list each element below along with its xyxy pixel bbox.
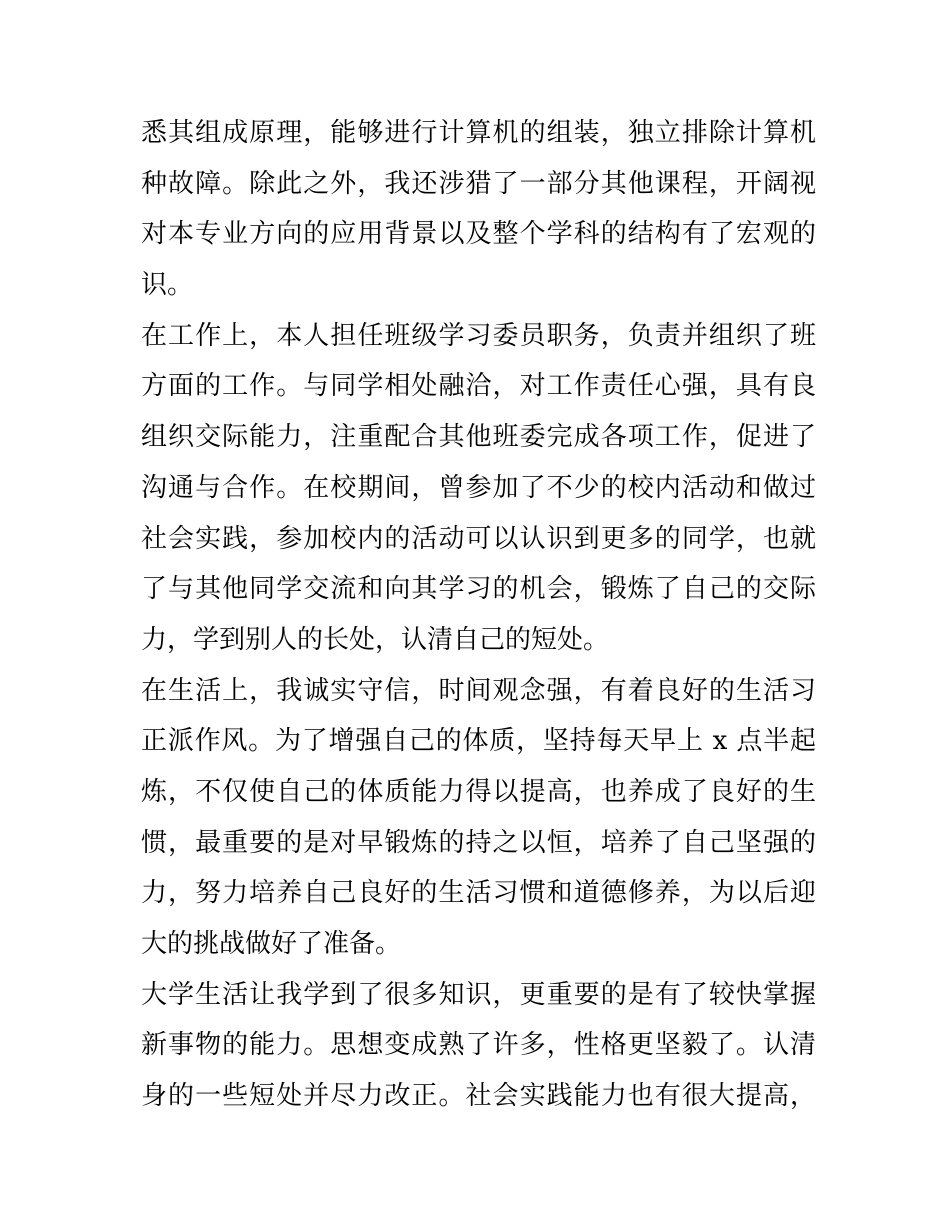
text-line: 方面的工作。与同学相处融洽，对工作责任心强，具有良 <box>141 371 816 402</box>
text-line: 正派作风。为了增强自己的体质，坚持每天早上 x 点半起 <box>141 726 816 757</box>
text-line: 沟通与合作。在校期间，曾参加了不少的校内活动和做过 <box>141 472 816 503</box>
text-line: 力，努力培养自己良好的生活习惯和道德修养，为以后迎 <box>141 878 816 909</box>
text-line: 在工作上，本人担任班级学习委员职务，负责并组织了班 <box>141 320 816 351</box>
text-line: 身的一些短处并尽力改正。社会实践能力也有很大提高， <box>141 1081 816 1112</box>
text-line: 力，学到别人的长处，认清自己的短处。 <box>141 624 610 655</box>
text-line: 社会实践，参加校内的活动可以认识到更多的同学，也就 <box>141 523 816 554</box>
text-line: 在生活上，我诚实守信，时间观念强，有着良好的生活习 <box>141 675 816 706</box>
text-line: 新事物的能力。思想变成熟了许多，性格更坚毅了。认清 <box>141 1030 816 1061</box>
text-line: 大学生活让我学到了很多知识，更重要的是有了较快掌握 <box>141 979 816 1010</box>
text-line: 种故障。除此之外，我还涉猎了一部分其他课程，开阔视 <box>141 168 816 199</box>
text-line: 了与其他同学交流和向其学习的机会，锻炼了自己的交际 <box>141 574 816 605</box>
text-line: 惯，最重要的是对早锻炼的持之以恒，培养了自己坚强的 <box>141 827 816 858</box>
body-text <box>141 108 816 1122</box>
text-line: 大的挑战做好了准备。 <box>141 929 402 959</box>
text-line: 识。 <box>141 270 194 301</box>
text-line: 炼，不仅使自己的体质能力得以提高，也养成了良好的生 <box>141 776 816 807</box>
text-line: 对本专业方向的应用背景以及整个学科的结构有了宏观的 <box>141 219 816 250</box>
text-line: 组织交际能力，注重配合其他班委完成各项工作，促进了 <box>141 422 816 453</box>
text-line: 悉其组成原理，能够进行计算机的组装，独立排除计算机 <box>141 118 816 148</box>
